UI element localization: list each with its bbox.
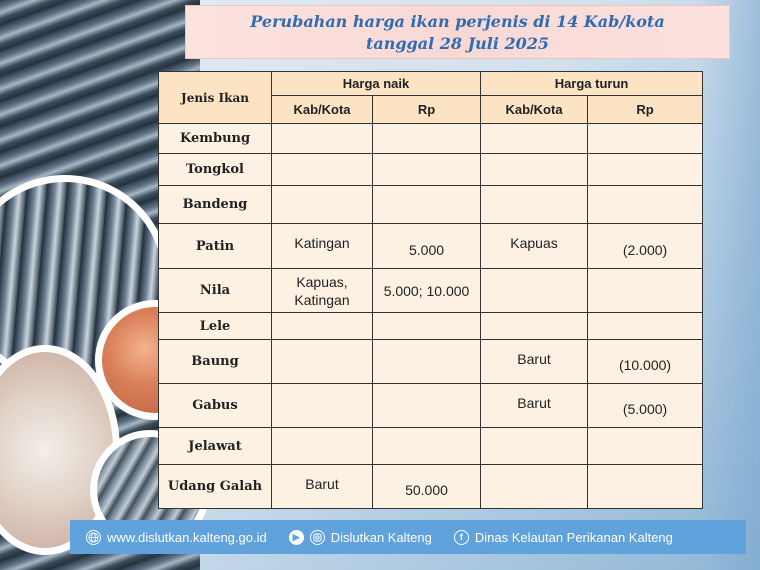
table-row	[159, 269, 703, 313]
naik-kab-kota	[272, 428, 373, 465]
turun-rp	[588, 428, 703, 465]
turun-kab-kota	[481, 186, 588, 224]
header-naik-kab-kota: Kab/Kota	[272, 96, 373, 124]
turun-rp: (10.000)	[588, 340, 703, 384]
naik-kab-kota	[272, 124, 373, 154]
naik-kab-kota	[272, 313, 373, 340]
background-fade	[700, 0, 760, 570]
website-link[interactable]: www.dislutkan.kalteng.go.id	[107, 529, 267, 545]
fish-name: Tongkol	[159, 154, 272, 186]
turun-kab-kota: Barut	[481, 384, 588, 428]
footer-website[interactable]	[86, 530, 267, 545]
fish-name: Udang Galah	[159, 465, 272, 509]
naik-rp: 50.000	[373, 465, 481, 509]
turun-kab-kota	[481, 313, 588, 340]
header-turun-kab-kota: Kab/Kota	[481, 96, 588, 124]
naik-kab-kota	[272, 154, 373, 186]
naik-rp	[373, 340, 481, 384]
turun-kab-kota: Kapuas	[481, 224, 588, 269]
turun-kab-kota: Barut	[481, 340, 588, 384]
footer-facebook[interactable]	[454, 530, 673, 545]
price-change-table	[158, 71, 703, 509]
header-naik-rp: Rp	[373, 96, 481, 124]
facebook-page[interactable]: Dinas Kelautan Perikanan Kalteng	[474, 529, 673, 545]
naik-kab-kota: Katingan	[272, 224, 373, 269]
turun-rp	[588, 269, 703, 313]
fish-name: Lele	[159, 313, 272, 340]
table-row	[159, 384, 703, 428]
naik-kab-kota	[272, 384, 373, 428]
turun-rp: (2.000)	[588, 224, 703, 269]
naik-kab-kota	[272, 340, 373, 384]
turun-rp	[588, 154, 703, 186]
table-row	[159, 186, 703, 224]
title-banner	[185, 5, 730, 59]
naik-rp	[373, 186, 481, 224]
turun-kab-kota	[481, 465, 588, 509]
turun-rp	[588, 186, 703, 224]
header-jenis-ikan: Jenis Ikan	[159, 72, 272, 124]
table-row	[159, 340, 703, 384]
turun-rp: (5.000)	[588, 384, 703, 428]
footer-social[interactable]	[289, 530, 432, 545]
instagram-icon	[310, 530, 325, 545]
naik-rp	[373, 124, 481, 154]
naik-rp	[373, 154, 481, 186]
facebook-icon: f	[454, 530, 469, 545]
fish-name: Bandeng	[159, 186, 272, 224]
header-harga-naik: Harga naik	[272, 72, 481, 96]
header-turun-rp: Rp	[588, 96, 703, 124]
header-harga-turun: Harga turun	[481, 72, 703, 96]
table-row	[159, 465, 703, 509]
fish-name: Kembung	[159, 124, 272, 154]
naik-rp	[373, 384, 481, 428]
turun-rp	[588, 124, 703, 154]
fish-name: Baung	[159, 340, 272, 384]
naik-rp: 5.000	[373, 224, 481, 269]
table-row	[159, 224, 703, 269]
naik-kab-kota: Kapuas, Katingan	[272, 269, 373, 313]
turun-rp	[588, 465, 703, 509]
naik-kab-kota: Barut	[272, 465, 373, 509]
youtube-icon: ▶	[289, 530, 304, 545]
naik-rp	[373, 428, 481, 465]
fish-name: Patin	[159, 224, 272, 269]
naik-rp: 5.000; 10.000	[373, 269, 481, 313]
naik-rp	[373, 313, 481, 340]
turun-kab-kota	[481, 269, 588, 313]
table-row	[159, 124, 703, 154]
table-row	[159, 154, 703, 186]
turun-kab-kota	[481, 154, 588, 186]
table-row	[159, 428, 703, 465]
turun-kab-kota	[481, 124, 588, 154]
fish-name: Jelawat	[159, 428, 272, 465]
fish-name: Nila	[159, 269, 272, 313]
turun-kab-kota	[481, 428, 588, 465]
fish-name: Gabus	[159, 384, 272, 428]
naik-kab-kota	[272, 186, 373, 224]
title-line-2: tanggal 28 Juli 2025	[365, 34, 550, 53]
footer-bar	[70, 520, 746, 554]
title-line-1: Perubahan harga ikan perjenis di 14 Kab/kota	[250, 12, 665, 31]
globe-icon	[86, 530, 101, 545]
table-row	[159, 313, 703, 340]
turun-rp	[588, 313, 703, 340]
social-handle[interactable]: Dislutkan Kalteng	[330, 529, 432, 545]
